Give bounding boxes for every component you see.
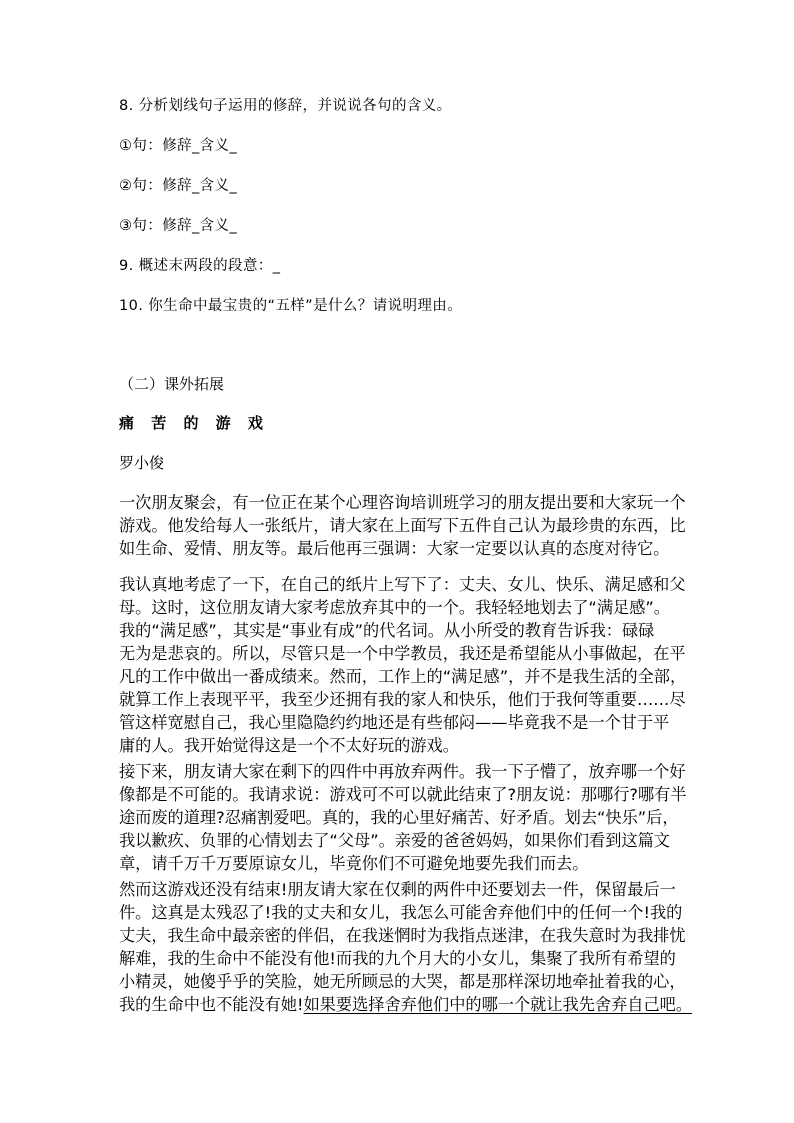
text-line: 无为是悲哀的。所以，尽管只是一个中学教员，我还是希望能从小事做起，在平 [119,644,686,663]
paragraph-2 [119,573,687,757]
text-line: 途而废的道理?忍痛割爱吧。真的，我的心里好痛苦、好矛盾。划去“快乐”后， [119,808,679,827]
text-line: 母。这时，这位朋友请大家考虑放弃其中的一个。我轻轻地划去了“满足感”。 [119,598,670,617]
text-line: 我认真地考虑了一下，在自己的纸片上写下了：丈夫、女儿、快乐、满足感和父 [119,575,686,594]
paragraph-4 [119,878,693,1016]
plain-text: 我的生命中也不能没有她! [119,995,304,1014]
text-line: 解难，我的生命中不能没有他!而我的九个月大的小女儿，集聚了我所有希望的 [119,949,676,968]
text-line: 像都是不可能的。我请求说：游戏可不可以就此结束了?朋友说：那哪行?哪有半 [119,785,687,804]
text-line: 一次朋友聚会，有一位正在某个心理咨询培训班学习的朋友提出要和大家玩一个 [119,493,686,512]
article-title: 痛 苦 的 游 戏 [119,414,269,432]
text-line: 我以歉疚、负罪的心情划去了“父母”。亲爱的爸爸妈妈，如果你们看到这篇文 [119,831,670,850]
text-line: 丈夫，我生命中最亲密的伴侣，在我迷惘时为我指点迷津，在我失意时为我排忧 [119,926,686,945]
answer-line-2: ②句：修辞_含义_ [119,178,238,194]
text-line: 章，请千万千万要原谅女儿，毕竟你们不可避免地要先我们而去。 [119,854,589,873]
question-9: 9. 概述末两段的段意：_ [119,258,281,274]
question-8: 8. 分析划线句子运用的修辞，并说说各句的含义。 [119,98,452,114]
text-line: 小精灵，她傻乎乎的笑脸，她无所顾忌的大哭，都是那样深切地牵扯着我的心， [119,972,686,991]
text-line: 游戏。他发给每人一张纸片，请大家在上面写下五件自己认为最珍贵的东西，比 [119,516,686,535]
text-line: 庸的人。我开始觉得这是一个不太好玩的游戏。 [119,736,459,755]
author: 罗小俊 [119,454,165,472]
section-label: （二）课外拓展 [119,375,225,393]
answer-line-1: ①句：修辞_含义_ [119,138,238,154]
text-line-final [119,993,693,1016]
answer-line-3: ③句：修辞_含义_ [119,218,238,234]
text-line: 我的“满足感”，其实是“事业有成”的代名词。从小所受的教育告诉我：碌碌 [119,621,655,640]
question-10: 10. 你生命中最宝贵的“五样”是什么？请说明理由。 [119,298,463,314]
text-line: 凡的工作中做出一番成绩来。然而，工作上的“满足感”，并不是我生活的全部， [119,667,687,686]
text-line: 然而这游戏还没有结束!朋友请大家在仅剩的两件中还要划去一件，保留最后一 [119,880,676,899]
text-line: 接下来，朋友请大家在剩下的四件中再放弃两件。我一下子懵了，放弃哪一个好 [119,762,686,781]
paragraph-3 [119,760,687,875]
underlined-sentence: 如果要选择舍弃他们中的哪一个就让我先舍弃自己吧。 [303,995,693,1014]
text-line: 如生命、爱情、朋友等。最后他再三强调：大家一定要以认真的态度对待它。 [119,539,670,558]
text-line: 管这样宽慰自己，我心里隐隐约约地还是有些郁闷——毕竟我不是一个甘于平 [119,713,670,732]
paragraph-1 [119,491,686,560]
text-line: 件。这真是太残忍了!我的丈夫和女儿，我怎么可能舍弃他们中的任何一个!我的 [119,903,683,922]
text-line: 就算工作上表现平平，我至少还拥有我的家人和快乐，他们于我何等重要……尽 [119,690,686,709]
